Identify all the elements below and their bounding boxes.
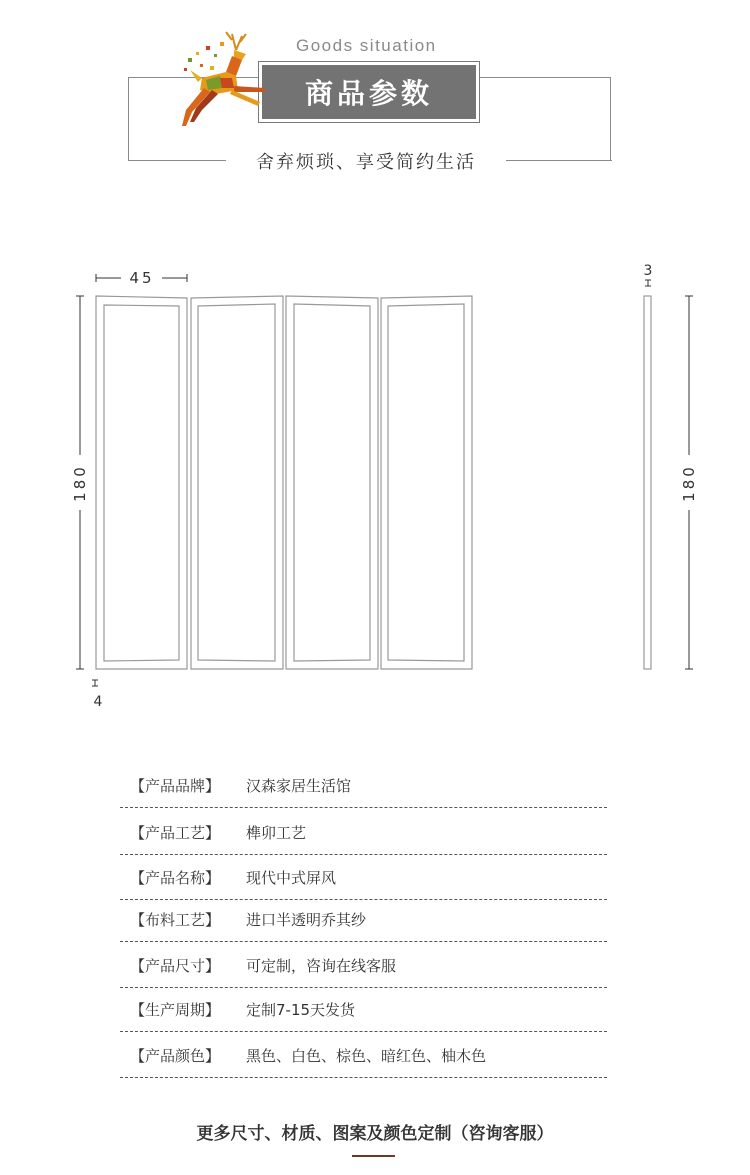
- title-box: [258, 61, 480, 123]
- frame-line: [480, 77, 611, 78]
- frame-line: [506, 160, 612, 161]
- deer-logo-icon: [176, 28, 268, 128]
- spec-key: 【布料工艺】: [130, 911, 221, 929]
- spec-key: 【产品尺寸】: [130, 957, 221, 975]
- spec-row: [120, 763, 607, 808]
- thickness-label: 3: [643, 263, 653, 279]
- spec-value: 现代中式屏风: [246, 869, 337, 887]
- side-view: [644, 296, 651, 669]
- page-title: 商品参数: [262, 65, 476, 119]
- screen-panel-outer: [286, 296, 378, 669]
- spec-value: 定制7-15天发货: [246, 1001, 356, 1019]
- spec-row: [120, 897, 607, 942]
- spec-row: [120, 855, 607, 900]
- slogan: [226, 148, 506, 174]
- spec-value: 黑色、白色、棕色、暗红色、柚木色: [246, 1047, 487, 1065]
- frame-line: [128, 160, 226, 161]
- spec-row: [120, 943, 607, 988]
- spec-value: 汉森家居生活馆: [246, 777, 352, 795]
- spec-key: 【生产周期】: [130, 1001, 221, 1019]
- spec-value: 榫卯工艺: [246, 824, 307, 842]
- screen-panel-outer: [381, 296, 472, 669]
- slogan-text: 舍弃烦琐、享受简约生活: [256, 152, 476, 173]
- screen-panel-inner: [198, 304, 275, 661]
- spec-row: [120, 810, 607, 855]
- screen-panel-inner: [104, 305, 179, 661]
- subtitle-en: Goods situation: [296, 36, 437, 55]
- screen-panel-inner: [388, 304, 464, 661]
- spec-row: [120, 1033, 607, 1078]
- height-label-left: 180: [71, 464, 89, 502]
- dimension-diagram: [0, 250, 750, 720]
- width-label: 45: [129, 269, 155, 287]
- height-label-right: 180: [680, 464, 698, 502]
- screen-panel-inner: [294, 304, 370, 661]
- spec-row: [120, 987, 607, 1032]
- custom-order-note: 更多尺寸、材质、图案及颜色定制（咨询客服）: [196, 1124, 554, 1144]
- spec-key: 【产品工艺】: [130, 824, 221, 842]
- spec-key: 【产品颜色】: [130, 1047, 221, 1065]
- frame-line: [610, 77, 611, 161]
- accent-underline: [352, 1155, 395, 1157]
- spec-value: 进口半透明乔其纱: [246, 911, 367, 929]
- gap-label: 4: [93, 694, 103, 710]
- screen-panel-outer: [191, 296, 283, 669]
- frame-line: [128, 77, 129, 161]
- spec-key: 【产品品牌】: [130, 777, 221, 795]
- screen-panel-outer: [96, 296, 187, 669]
- spec-key: 【产品名称】: [130, 869, 221, 887]
- spec-value: 可定制，咨询在线客服: [246, 957, 397, 975]
